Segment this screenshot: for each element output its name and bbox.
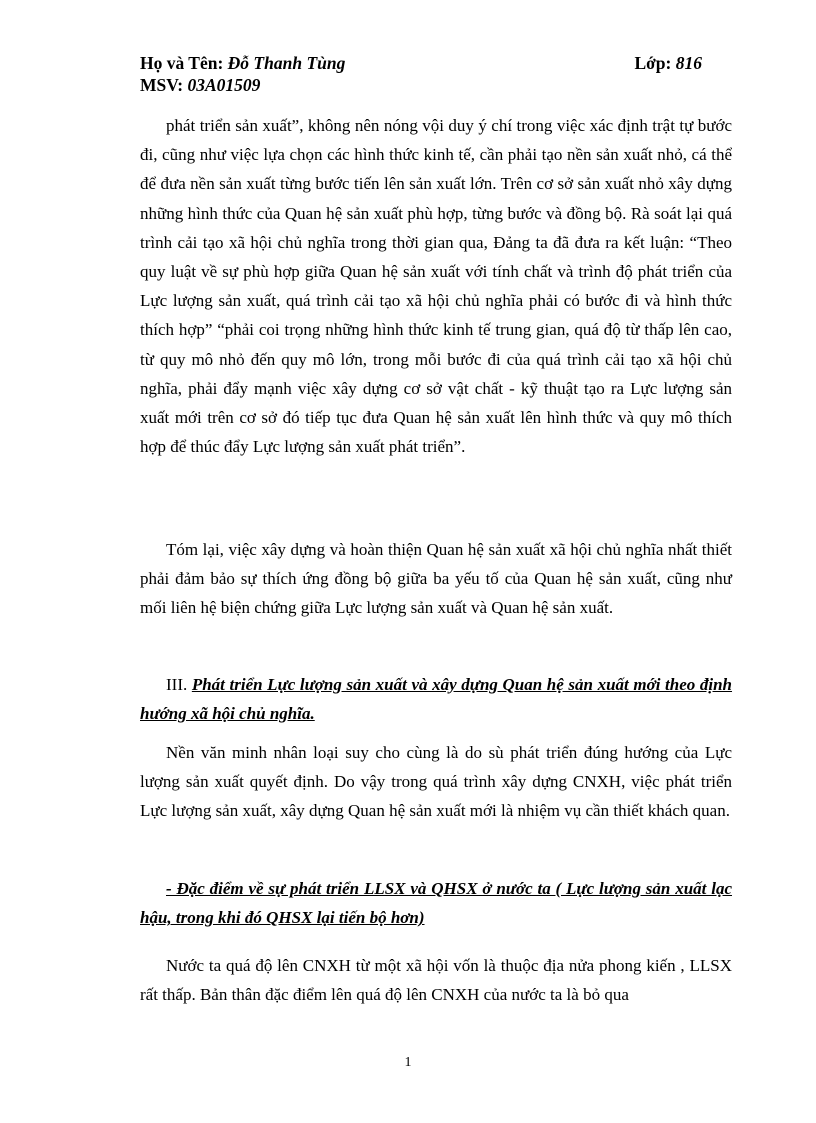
student-class (634, 52, 702, 74)
section-heading (140, 670, 732, 728)
section-title: Phát triển Lực lượng sản xuất và xây dựng Quan hệ sản xuất mới theo định hướng xã hội chủ nghĩa. (140, 675, 733, 724)
header-row-1 (140, 52, 706, 74)
subheading (140, 874, 732, 932)
paragraph-1-text: phát triển sản xuất”, không nên nóng vội duy ý chí trong việc xác định trật tự bước đi, cũng như việc lựa chọn các hình thức kinh tế, cần phải tạo nền sản xuất nhỏ, cá thể để đưa nền sản xuất từng bước tiến lên sản xuất lớn. Trên cơ sở sản xuất nhỏ xây dựng những hình thức của Quan hệ sản xuất phù hợp, từng bước và đồng bộ. Rà soát lại quá trình cải tạo xã hội chủ nghĩa trong thời gian qua, Đảng ta đã đưa ra kết luận: “Theo quy luật về sự phù hợp giữa Quan hệ sản xuất với tính chất và trình độ phát triển của Lực lượng sản xuất, quá trình cải tạo xã hội chủ nghĩa phải có bước đi và hình thức thích hợp” “phải coi trọng những hình thức kinh tế trung gian, quá độ từ thấp lên cao, từ quy mô nhỏ đến quy mô lớn, trong mỗi bước đi của quá trình cải tạo xã hội chủ nghĩa, phải đẩy mạnh việc xây dựng cơ sở vật chất - kỹ thuật tạo ra Lực lượng sản xuất mới trên cơ sở đó tiếp tục đưa Quan hệ sản xuất lên hình thức và quy mô thích hợp để thúc đẩy Lực lượng sản xuất phát triển”. (140, 116, 732, 457)
student-id-label: MSV: (140, 75, 184, 95)
paragraph-2 (140, 535, 732, 623)
section-number: III. (166, 675, 188, 694)
paragraph-1 (140, 111, 732, 461)
paragraph-4 (140, 951, 732, 1009)
student-name (140, 52, 345, 74)
subheading-line (140, 874, 732, 932)
class-value: 816 (675, 53, 702, 73)
name-value: Đỗ Thanh Tùng (227, 53, 346, 73)
subheading-text: - Đặc điểm về sự phát triển LLSX và QHSX ở nước ta ( Lực lượng sản xuất lạc hậu, trong khi đó QHSX lại tiến bộ hơn) (140, 879, 732, 928)
student-id-value: 03A01509 (187, 75, 261, 95)
section-heading-line (140, 670, 732, 728)
name-label: Họ và Tên: (140, 53, 224, 73)
document-header (140, 52, 706, 96)
student-id (140, 74, 260, 96)
class-label: Lớp: (634, 53, 672, 73)
paragraph-3-text: Nền văn minh nhân loại suy cho cùng là do sù phát triển đúng hướng của Lực lượng sản xuất quyết định. Do vậy trong quá trình xây dựng CNXH, việc phát triển Lực lượng sản xuất, xây dựng Quan hệ sản xuất mới là nhiệm vụ cần thiết khách quan. (140, 743, 732, 821)
paragraph-4-text: Nước ta quá độ lên CNXH từ một xã hội vốn là thuộc địa nửa phong kiến , LLSX rất thấp. Bản thân đặc điểm lên quá độ lên CNXH của nước ta là bỏ qua (140, 956, 732, 1005)
page-number: 1 (404, 1055, 412, 1070)
paragraph-2-text: Tóm lại, việc xây dựng và hoàn thiện Quan hệ sản xuất xã hội chủ nghĩa nhất thiết phải đảm bảo sự thích ứng đồng bộ giữa ba yếu tố của Quan hệ sản xuất, cũng như mối liên hệ biện chứng giữa Lực lượng sản xuất và Quan hệ sản xuất. (140, 540, 732, 618)
paragraph-3 (140, 738, 732, 826)
header-row-2 (140, 74, 706, 96)
